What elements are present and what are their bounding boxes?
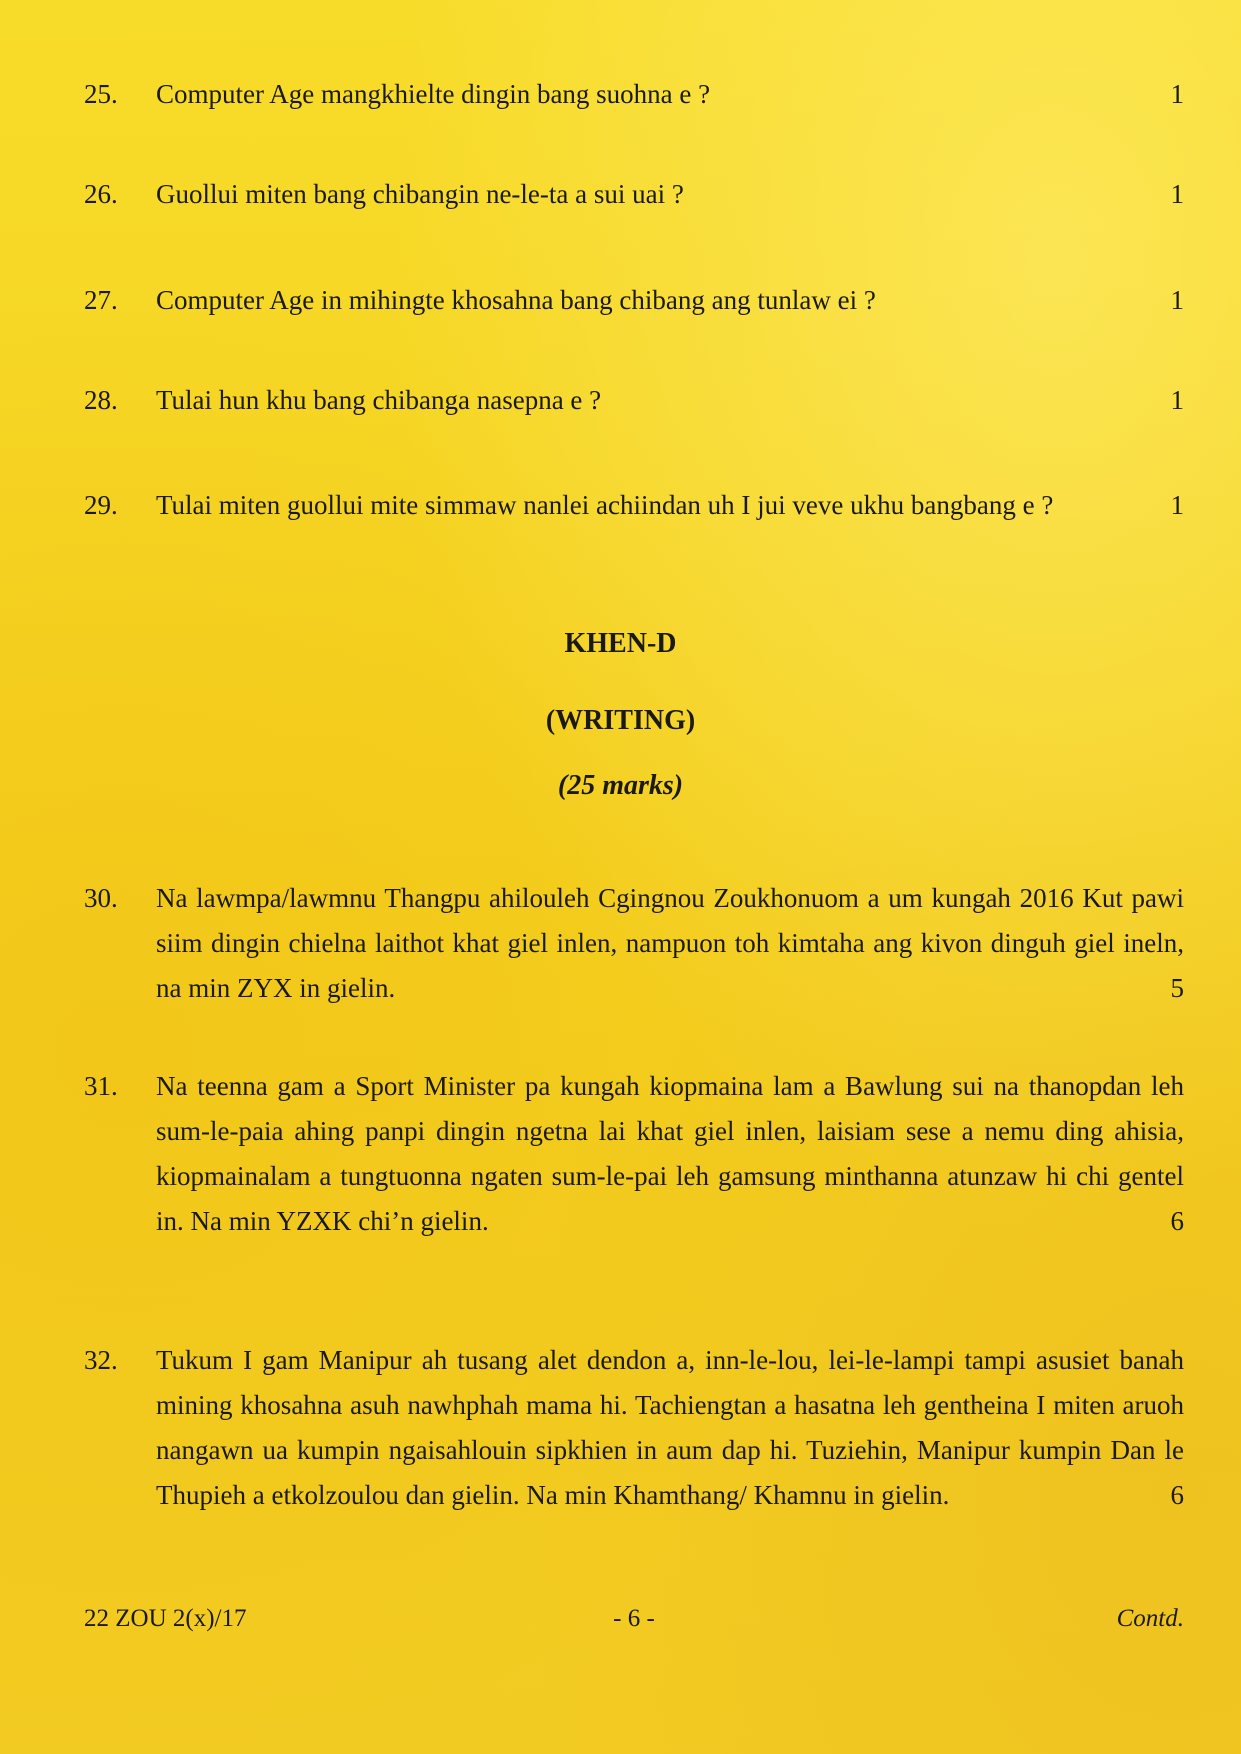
question-text: Guollui miten bang chibangin ne-le-ta a sui uai ? [156,179,684,209]
question-number: 32. [84,1345,118,1375]
section-subtitle: (WRITING) [545,705,696,736]
question-25 [84,72,1184,117]
question-number: 28. [84,385,118,415]
question-text-content: Na teenna gam a Sport Minister pa kungah kiopmaina lam a Bawlung sui na thanopdan leh sum-le-paia ahing panpi dingin ngetna lai khat giel inlen, laisiam sese a nemu ding ahisia, kiopmainalam a tungtuonna ngaten sum-le-pai leh gamsung minthanna atunzaw hi chi gentel in. Na min YZXK chi’n gielin. [156,1071,1184,1236]
question-marks: 1 [1170,285,1184,315]
page-number: - 6 - [613,1605,655,1632]
question-marks: 6 [1170,1206,1184,1236]
question-text: Computer Age mangkhielte dingin bang suohna e ? [156,79,711,109]
question-marks: 5 [1170,973,1184,1003]
question-29 [84,483,1184,528]
question-text: Computer Age in mihingte khosahna bang chibang ang tunlaw ei ? [156,285,876,315]
question-text [156,1064,1184,1244]
question-text-content: Na lawmpa/lawmnu Thangpu ahilouleh Cgingnou Zoukhonuom a um kungah 2016 Kut pawi siim dingin chielna laithot khat giel inlen, nampuon toh kimtaha ang kivon dinguh giel ineln, na min ZYX in gielin. [156,883,1184,1003]
question-marks: 1 [1170,490,1184,520]
question-number: 26. [84,179,118,209]
question-number: 29. [84,490,118,520]
question-30 [84,876,1184,1011]
question-text [156,483,1184,528]
question-text-content: Tulai miten guollui mite simmaw nanlei achiindan uh I jui veve ukhu bangbang e ? [156,490,1054,520]
question-text: Tulai hun khu bang chibanga nasepna e ? [156,385,602,415]
question-text [156,876,1184,1011]
paper-code: 22 ZOU 2(x)/17 [84,1605,247,1632]
question-28 [84,378,1184,423]
section-marks: (25 marks) [557,770,684,801]
question-text [156,1338,1184,1518]
question-marks: 1 [1170,179,1184,209]
question-32 [84,1338,1184,1518]
continued-label: Contd. [1116,1605,1184,1632]
question-text-content: Tukum I gam Manipur ah tusang alet dendon a, inn-le-lou, lei-le-lampi tampi asusiet banah mining khosahna asuh nawhphah mama hi. Tachiengtan a hasatna leh gentheina I miten aruoh nangawn ua kumpin ngaisahlouin sipkhien in aum dap hi. Tuziehin, Manipur kumpin Dan le Thupieh a etkolzoulou dan gielin. Na min Khamthang/ Khamnu in gielin. [156,1345,1184,1510]
section-title: KHEN-D [564,628,677,659]
question-number: 25. [84,79,118,109]
question-marks: 1 [1170,79,1184,109]
question-marks: 6 [1170,1480,1184,1510]
question-26 [84,172,1184,217]
question-number: 31. [84,1071,118,1101]
question-27 [84,278,1184,323]
question-number: 30. [84,883,118,913]
question-31 [84,1064,1184,1244]
question-marks: 1 [1170,385,1184,415]
question-number: 27. [84,285,118,315]
